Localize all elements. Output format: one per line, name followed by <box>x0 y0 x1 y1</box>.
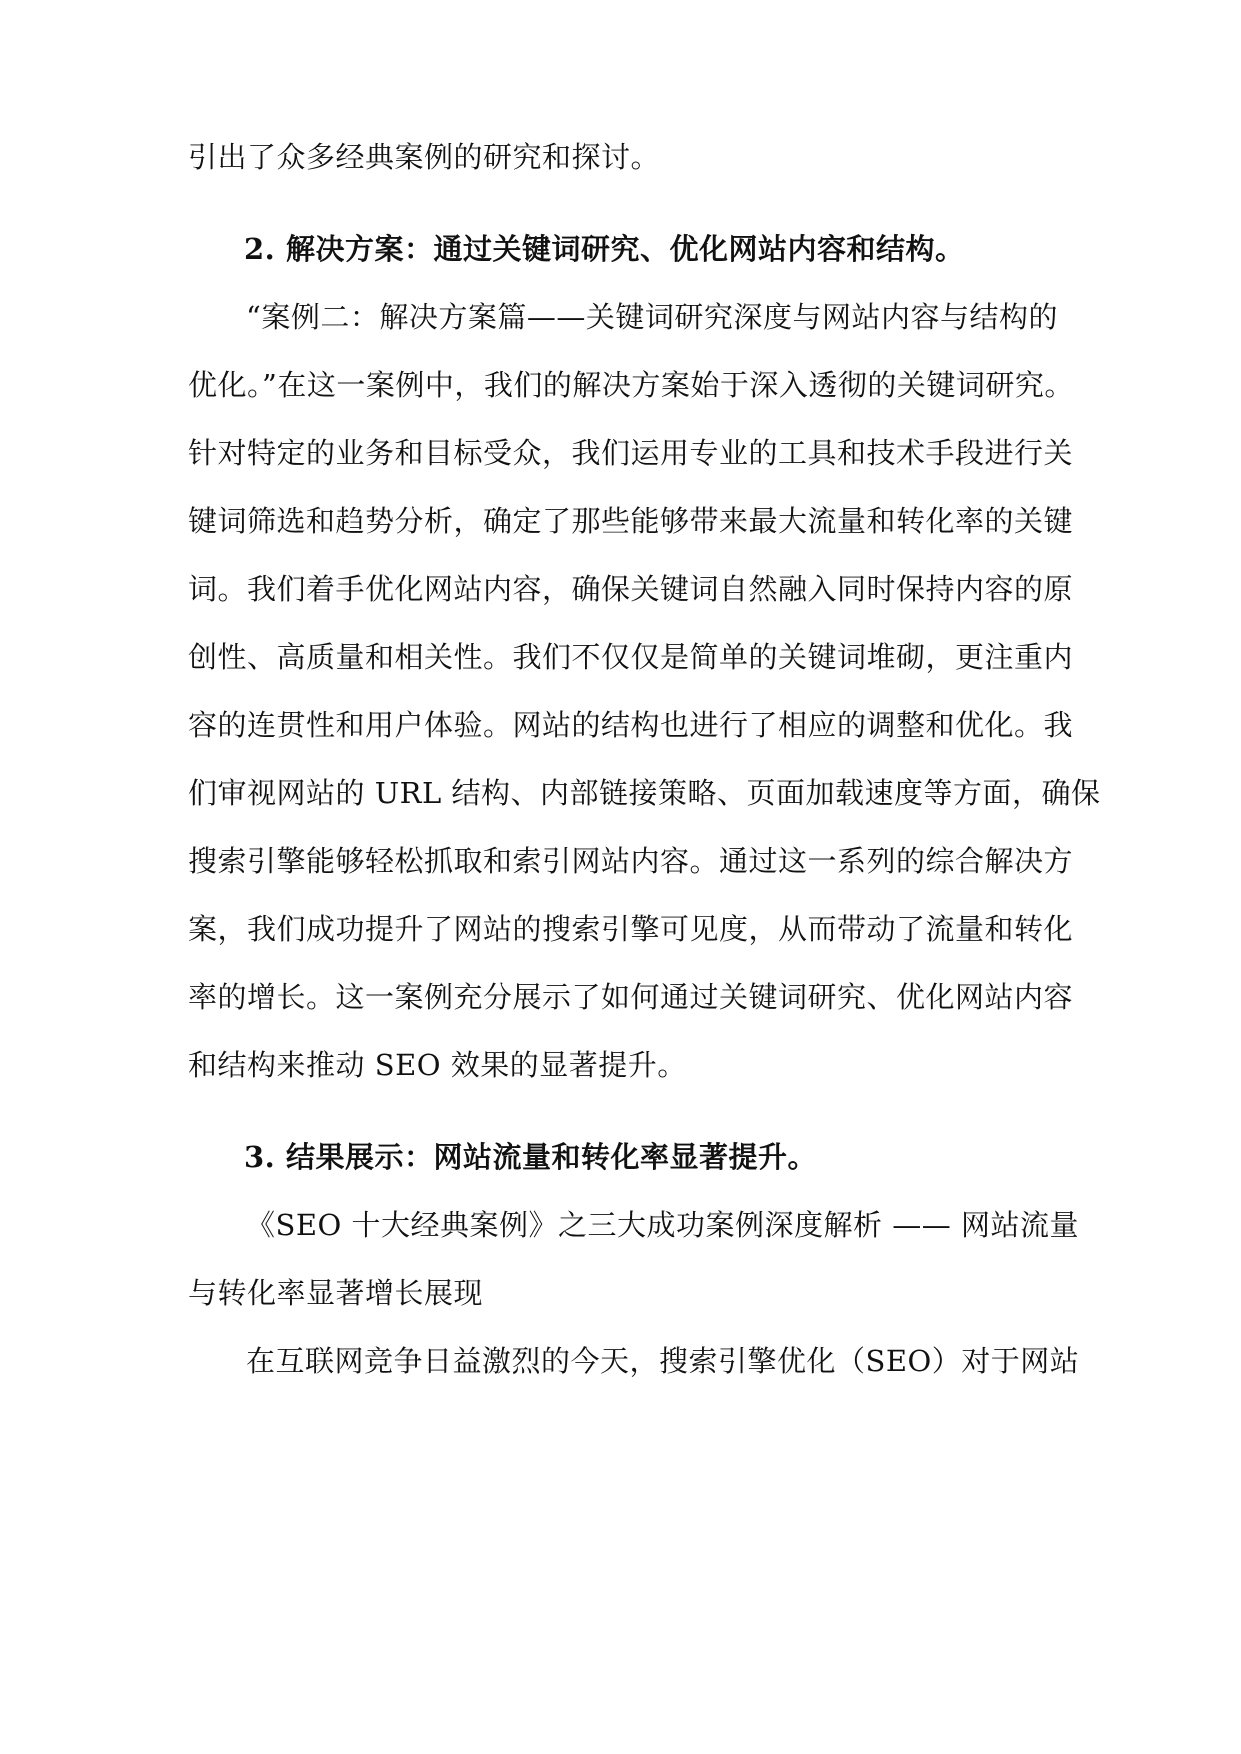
section-2-text-line: 创性、高质量和相关性。我们不仅仅是简单的关键词堆砌，更注重内 <box>188 640 1074 674</box>
section-3-paragraph-line: 在互联网竞争日益激烈的今天，搜索引擎优化（SEO）对于网站 <box>246 1344 1080 1378</box>
section-3-subtitle-line: 《SEO 十大经典案例》之三大成功案例深度解析 —— 网站流量 <box>246 1208 1079 1242</box>
section-2-text-line: 案，我们成功提升了网站的搜索引擎可见度，从而带动了流量和转化 <box>188 912 1074 946</box>
section-2-number: 2. <box>244 232 276 266</box>
section-2-text-line: 容的连贯性和用户体验。网站的结构也进行了相应的调整和优化。我 <box>188 708 1074 742</box>
section-2-text-line: “案例二：解决方案篇——关键词研究深度与网站内容与结构的 <box>246 300 1058 334</box>
section-3-heading <box>244 1137 817 1177</box>
section-2-text-line: 词。我们着手优化网站内容，确保关键词自然融入同时保持内容的原 <box>188 572 1074 606</box>
section-3-number: 3. <box>244 1140 276 1174</box>
section-2-text-line: 率的增长。这一案例充分展示了如何通过关键词研究、优化网站内容 <box>188 980 1074 1014</box>
section-2-text-line: 们审视网站的 URL 结构、内部链接策略、页面加载速度等方面，确保 <box>188 776 1101 810</box>
section-2-text-line: 针对特定的业务和目标受众，我们运用专业的工具和技术手段进行关 <box>188 436 1074 470</box>
section-2-text-line: 搜索引擎能够轻松抓取和索引网站内容。通过这一系列的综合解决方 <box>188 844 1074 878</box>
section-3-title: 结果展示：网站流量和转化率显著提升。 <box>286 1140 818 1174</box>
section-2-heading <box>244 229 965 269</box>
section-2-text-line: 和结构来推动 SEO 效果的显著提升。 <box>188 1048 687 1082</box>
section-2-text-line: 键词筛选和趋势分析，确定了那些能够带来最大流量和转化率的关键 <box>188 504 1074 538</box>
section-2-text-line: 优化。”在这一案例中，我们的解决方案始于深入透彻的关键词研究。 <box>188 368 1074 402</box>
intro-text-line: 引出了众多经典案例的研究和探讨。 <box>188 140 661 174</box>
section-3-subtitle-line: 与转化率显著增长展现 <box>188 1276 484 1310</box>
section-2-title: 解决方案：通过关键词研究、优化网站内容和结构。 <box>286 232 965 266</box>
